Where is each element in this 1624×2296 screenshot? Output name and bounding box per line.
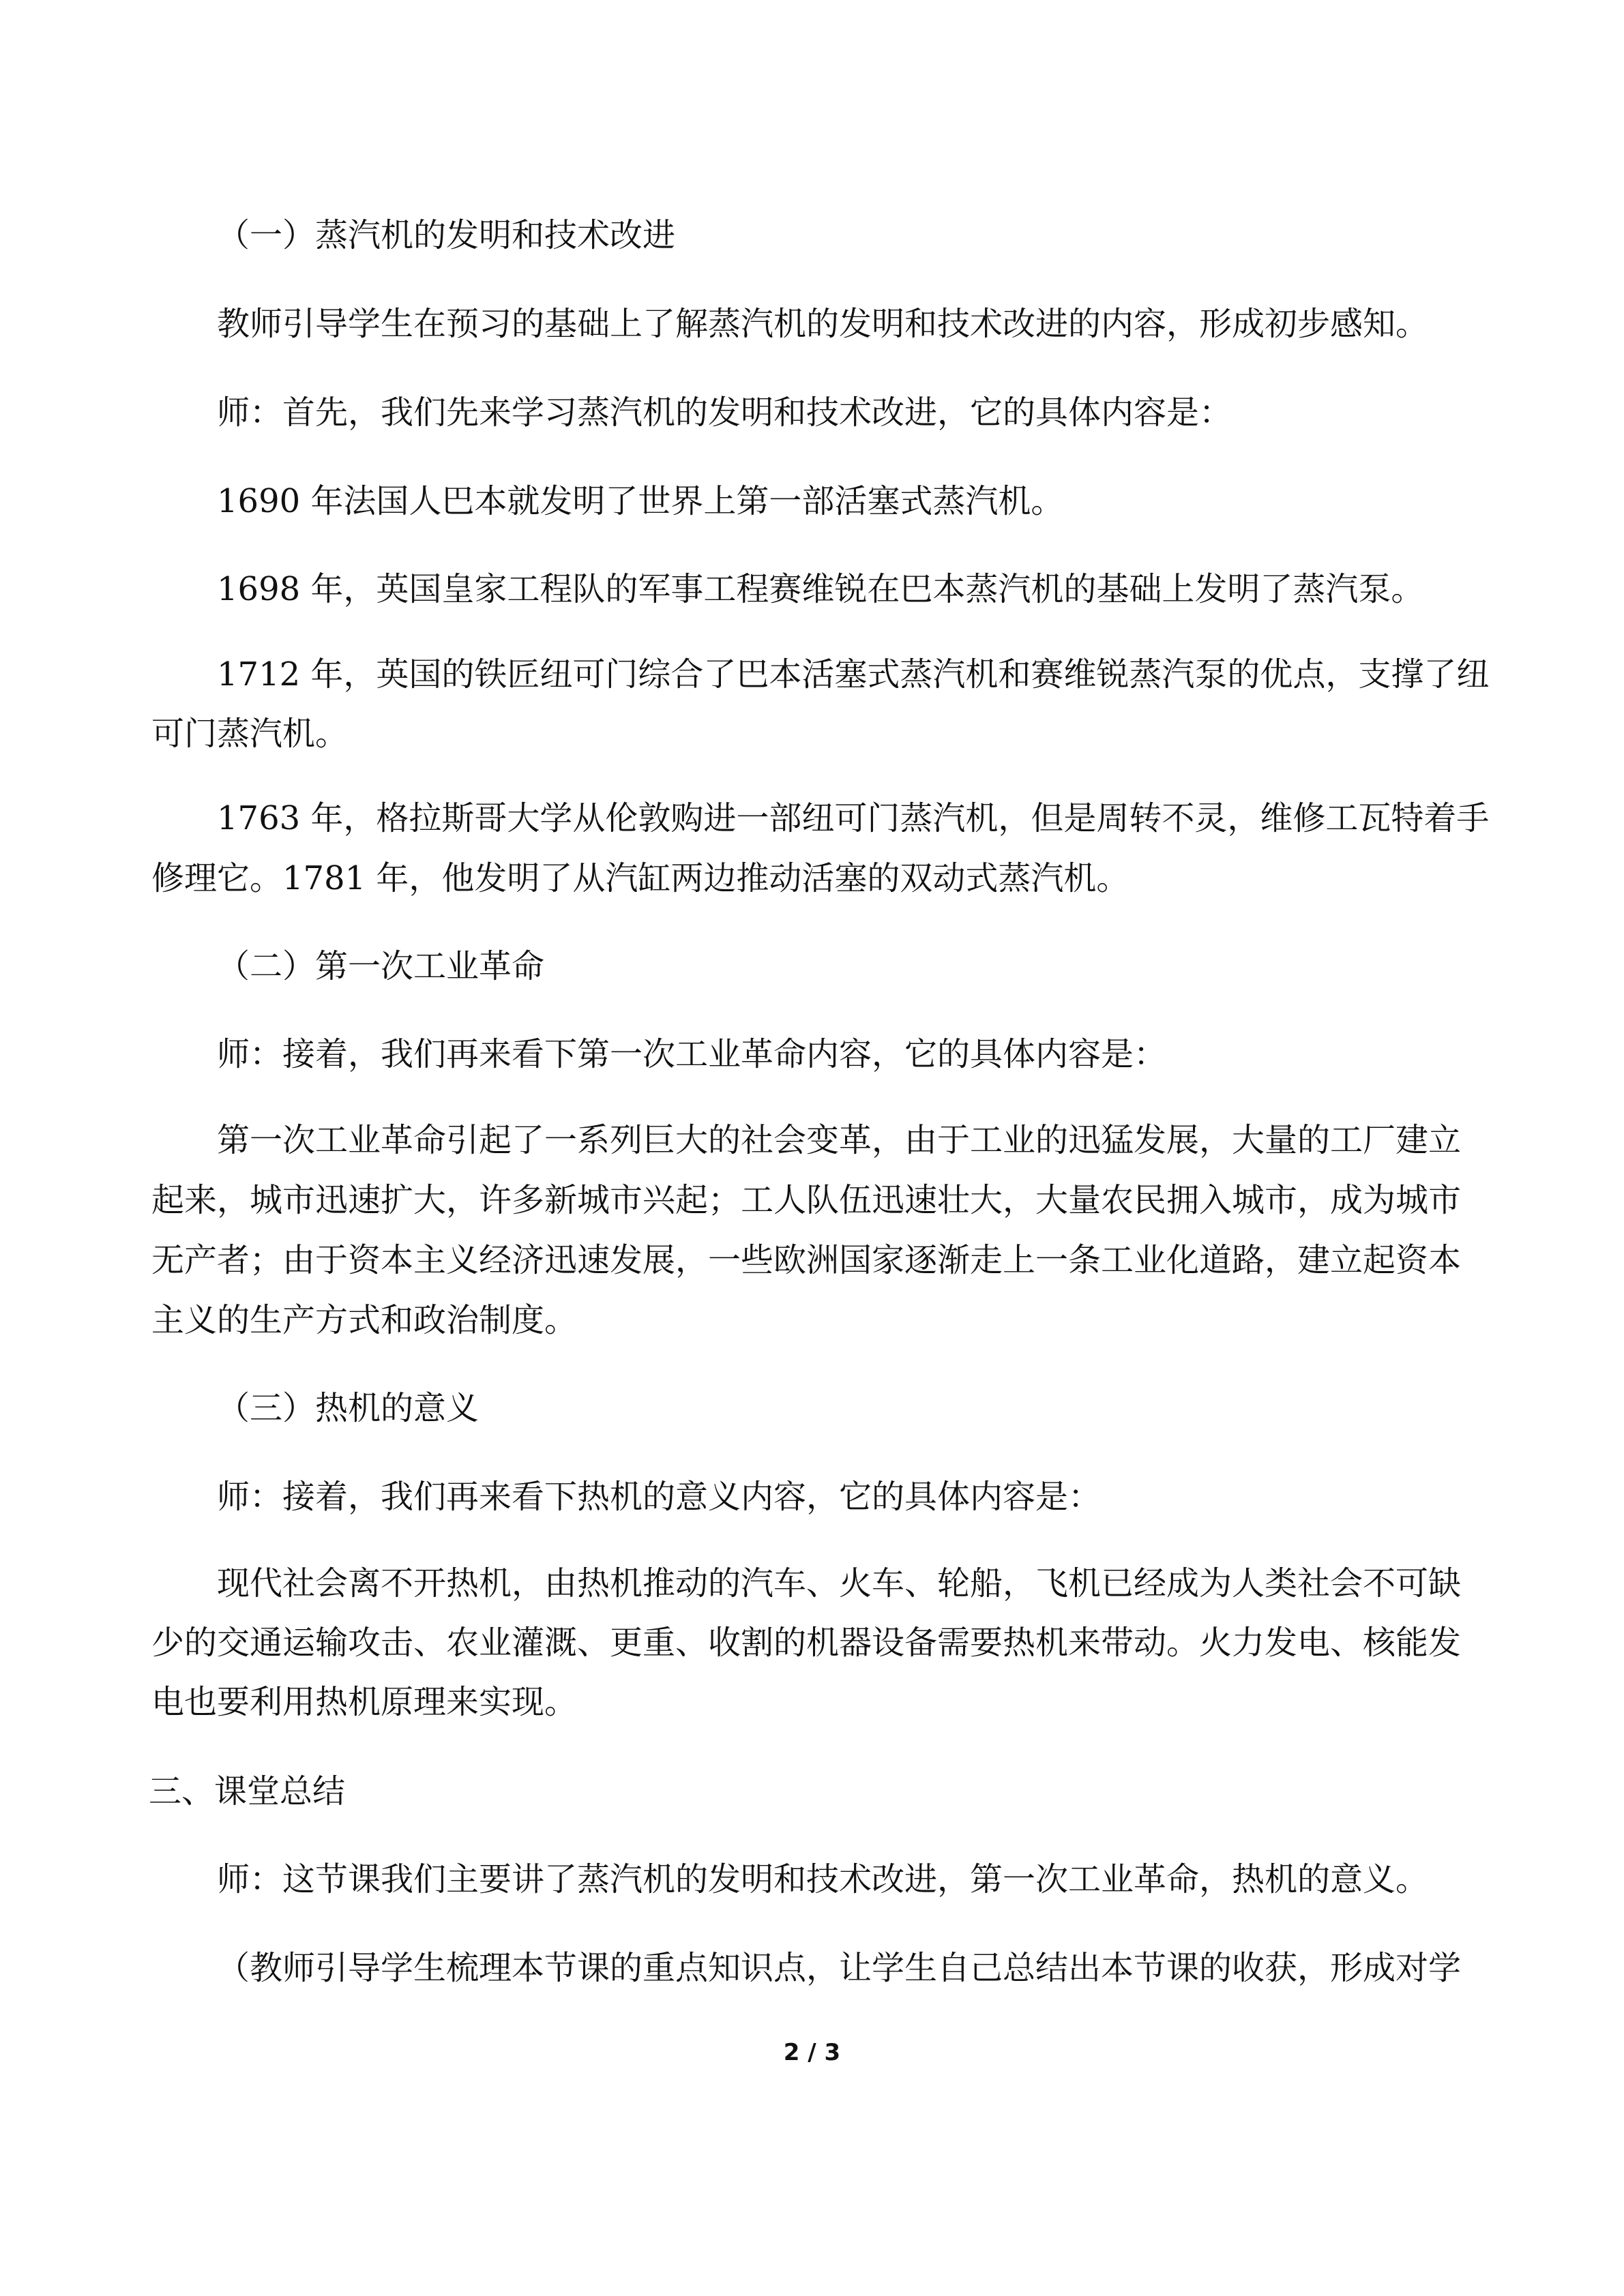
paragraph-1690: 1690 年法国人巴本就发明了世界上第一部活塞式蒸汽机。 bbox=[217, 482, 1064, 520]
paragraph-1698: 1698 年，英国皇家工程队的军事工程赛维锐在巴本蒸汽机的基础上发明了蒸汽泵。 bbox=[217, 570, 1424, 608]
paragraph-teacher-intro-steam: 师：首先，我们先来学习蒸汽机的发明和技术改进，它的具体内容是： bbox=[217, 393, 1232, 432]
section-heading-industrial-revolution: （二）第一次工业革命 bbox=[217, 947, 545, 985]
page-number: 2 / 3 bbox=[783, 2039, 841, 2066]
paragraph-heat-engine-line-3: 电也要利用热机原理来实现。 bbox=[151, 1683, 578, 1721]
paragraph-summary: 师：这节课我们主要讲了蒸汽机的发明和技术改进，第一次工业革命，热机的意义。 bbox=[217, 1860, 1429, 1898]
paragraph-teacher-intro-heat-engine: 师：接着，我们再来看下热机的意义内容，它的具体内容是： bbox=[217, 1478, 1102, 1516]
paragraph-1763-line-2: 修理它。1781 年，他发明了从汽缸两边推动活塞的双动式蒸汽机。 bbox=[151, 859, 1130, 897]
paragraph-1712-line-2: 可门蒸汽机。 bbox=[151, 715, 349, 753]
paragraph-heat-engine-line-1: 现代社会离不开热机，由热机推动的汽车、火车、轮船，飞机已经成为人类社会不可缺 bbox=[217, 1564, 1462, 1602]
paragraph-revolution-line-2: 起来，城市迅速扩大，许多新城市兴起；工人队伍迅速壮大，大量农民拥入城市，成为城市 bbox=[151, 1181, 1462, 1219]
paragraph-revolution-line-4: 主义的生产方式和政治制度。 bbox=[151, 1301, 578, 1339]
paragraph-revolution-line-1: 第一次工业革命引起了一系列巨大的社会变革，由于工业的迅猛发展，大量的工厂建立 bbox=[217, 1121, 1462, 1159]
paragraph-1763-line-1: 1763 年，格拉斯哥大学从伦敦购进一部纽可门蒸汽机，但是周转不灵，维修工瓦特着手 bbox=[217, 799, 1490, 837]
paragraph-teacher-intro-revolution: 师：接着，我们再来看下第一次工业革命内容，它的具体内容是： bbox=[217, 1035, 1167, 1073]
section-heading-steam-engine: （一）蒸汽机的发明和技术改进 bbox=[217, 216, 676, 254]
paragraph-teacher-guidance: 教师引导学生在预习的基础上了解蒸汽机的发明和技术改进的内容，形成初步感知。 bbox=[217, 305, 1429, 343]
paragraph-summary-guidance: （教师引导学生梳理本节课的重点知识点，让学生自己总结出本节课的收获，形成对学 bbox=[217, 1949, 1462, 1987]
paragraph-1712-line-1: 1712 年，英国的铁匠纽可门综合了巴本活塞式蒸汽机和赛维锐蒸汽泵的优点，支撑了纽 bbox=[217, 655, 1490, 694]
section-heading-heat-engine: （三）热机的意义 bbox=[217, 1389, 479, 1427]
section-heading-class-summary: 三、课堂总结 bbox=[149, 1772, 346, 1810]
paragraph-heat-engine-line-2: 少的交通运输攻击、农业灌溉、更重、收割的机器设备需要热机来带动。火力发电、核能发 bbox=[151, 1624, 1462, 1662]
paragraph-revolution-line-3: 无产者；由于资本主义经济迅速发展，一些欧洲国家逐渐走上一条工业化道路，建立起资本 bbox=[151, 1241, 1462, 1279]
